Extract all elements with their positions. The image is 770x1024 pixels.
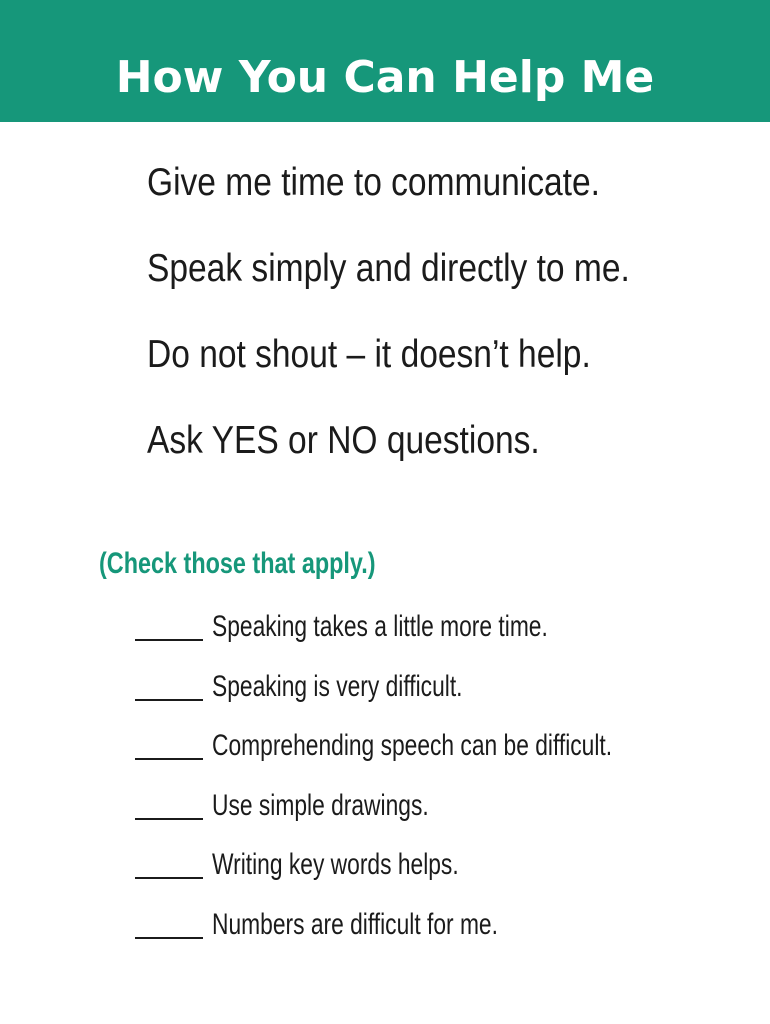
check-blank[interactable] bbox=[135, 639, 203, 641]
tip-item: Speak simply and directly to me. bbox=[147, 247, 630, 290]
check-blank[interactable] bbox=[135, 937, 203, 939]
check-blank[interactable] bbox=[135, 877, 203, 879]
header-banner bbox=[0, 0, 770, 122]
tip-item: Give me time to communicate. bbox=[147, 161, 600, 204]
page-title: How You Can Help Me bbox=[115, 52, 655, 103]
checklist-item-label: Speaking takes a little more time. bbox=[212, 610, 548, 643]
checklist-item-label: Writing key words helps. bbox=[212, 848, 459, 881]
tip-item: Ask YES or NO questions. bbox=[147, 419, 540, 462]
checklist-item-label: Use simple drawings. bbox=[212, 788, 429, 822]
checklist-item-label: Numbers are difficult for me. bbox=[212, 907, 498, 941]
check-blank[interactable] bbox=[135, 699, 203, 701]
check-blank[interactable] bbox=[135, 758, 203, 760]
check-blank[interactable] bbox=[135, 818, 203, 820]
checklist-item-label: Comprehending speech can be difficult. bbox=[212, 729, 613, 762]
tips-list bbox=[147, 148, 708, 492]
tip-item: Do not shout – it doesn’t help. bbox=[147, 333, 591, 376]
checklist-item-label: Speaking is very difficult. bbox=[212, 669, 463, 703]
checklist-heading: (Check those that apply.) bbox=[99, 547, 376, 580]
